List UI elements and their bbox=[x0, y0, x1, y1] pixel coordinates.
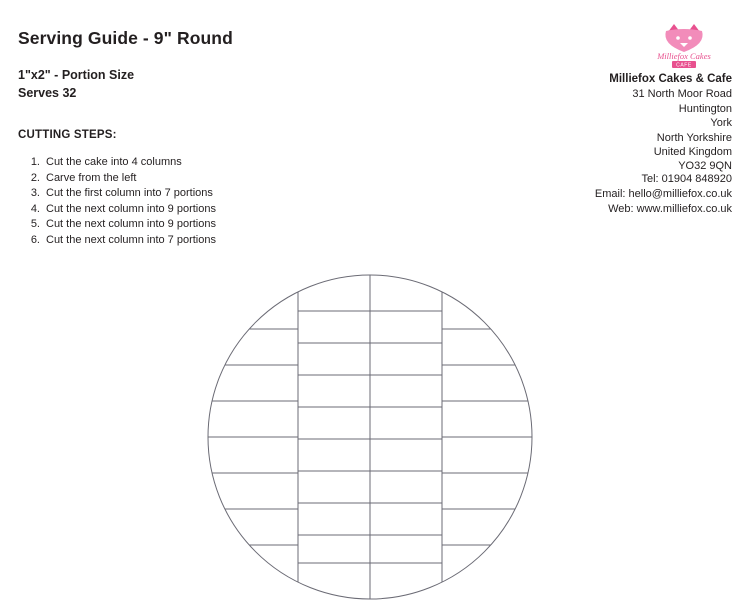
step-number: 2. bbox=[30, 171, 40, 184]
step-text: Cut the next column into 9 portions bbox=[46, 202, 216, 215]
company-telephone: Tel: 01904 848920 bbox=[641, 173, 732, 185]
address-line: YO32 9QN bbox=[678, 160, 732, 173]
list-item bbox=[18, 217, 348, 233]
logo-brand-text: Milliefox Cakes bbox=[657, 51, 711, 61]
company-name: Milliefox Cakes & Cafe bbox=[609, 73, 732, 85]
company-details bbox=[432, 72, 732, 174]
address-line: United Kingdom bbox=[653, 146, 732, 159]
list-item bbox=[18, 155, 348, 171]
company-website: Web: www.milliefox.co.uk bbox=[608, 203, 732, 216]
cutting-steps-list bbox=[18, 155, 348, 249]
address-line: North Yorkshire bbox=[656, 131, 732, 144]
company-email: Email: hello@milliefox.co.uk bbox=[594, 188, 732, 201]
portion-size-label: 1"x2" - Portion Size bbox=[18, 68, 135, 82]
list-item bbox=[18, 233, 348, 249]
step-text: Cut the next column into 9 portions bbox=[46, 218, 216, 231]
step-text: Cut the cake into 4 columns bbox=[46, 156, 182, 168]
step-number: 1. bbox=[30, 156, 40, 168]
fox-head-icon bbox=[665, 24, 702, 52]
company-contact bbox=[412, 172, 732, 218]
company-logo bbox=[636, 22, 732, 68]
step-number: 5. bbox=[30, 218, 40, 231]
list-item bbox=[18, 202, 348, 218]
step-number: 6. bbox=[30, 233, 40, 246]
address-line: York bbox=[710, 117, 732, 130]
step-number: 3. bbox=[30, 187, 40, 200]
step-text: Carve from the left bbox=[46, 171, 137, 184]
cake-cutting-diagram bbox=[205, 272, 535, 602]
serves-label: Serves 32 bbox=[18, 86, 77, 100]
cutting-steps-heading: CUTTING STEPS: bbox=[18, 129, 117, 141]
logo-badge-text: CAFE bbox=[676, 62, 692, 68]
page-title: Serving Guide - 9" Round bbox=[18, 28, 233, 48]
cut-lines bbox=[208, 275, 532, 599]
list-item bbox=[18, 171, 348, 187]
step-number: 4. bbox=[30, 202, 40, 215]
address-line: 31 North Moor Road bbox=[632, 88, 732, 101]
step-text: Cut the next column into 7 portions bbox=[46, 233, 216, 246]
list-item bbox=[18, 186, 348, 202]
step-text: Cut the first column into 7 portions bbox=[46, 187, 213, 200]
address-line: Huntington bbox=[678, 102, 732, 115]
